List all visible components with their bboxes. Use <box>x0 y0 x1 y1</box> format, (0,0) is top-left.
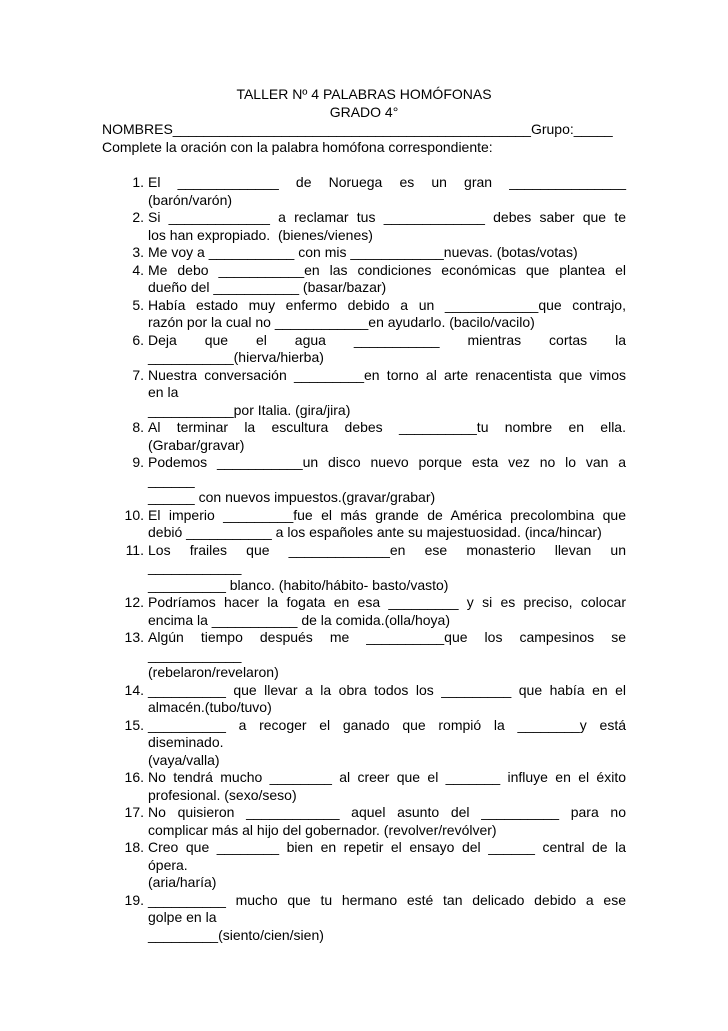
exercise-line: ____________ <box>148 646 242 663</box>
exercise-number: 3. <box>132 244 144 260</box>
exercise-number: 8. <box>132 419 144 435</box>
exercise-line: Podríamos hacer la fogata en esa _________ y si es preciso, colocar <box>148 594 626 610</box>
exercise-number: 1. <box>132 174 144 190</box>
exercise-line: ______ con nuevos impuestos.(gravar/grabar) <box>148 489 436 505</box>
exercise-item <box>102 419 626 454</box>
exercise-number: 18. <box>124 839 144 855</box>
exercise-line: El _____________ de Noruega es un gran _______________ <box>148 174 626 190</box>
exercise-item <box>102 507 626 542</box>
worksheet-title <box>0 86 728 121</box>
exercise-line: Creo que ________ bien en repetir el ensayo del ______ central de la <box>148 839 626 855</box>
exercise-line: __________ mucho que tu hermano esté tan delicado debido a ese <box>148 891 626 908</box>
exercise-line: No tendrá mucho ________ al creer que el _______ influye en el éxito <box>148 769 626 785</box>
exercise-line: ___________(hierva/hierba) <box>148 349 324 365</box>
exercise-item <box>102 717 626 770</box>
exercise-line: dueño del ___________ (basar/bazar) <box>148 279 387 295</box>
exercise-line: ___________por Italia. (gira/jira) <box>148 401 351 418</box>
exercise-line: El imperio _________fue el más grande de América precolombina que <box>148 506 626 523</box>
exercise-number: 13. <box>124 629 144 645</box>
exercise-number: 9. <box>132 454 144 470</box>
exercise-line: en la <box>148 384 179 400</box>
exercise-item <box>102 262 626 297</box>
exercise-line: __________ que llevar a la obra todos los _________ que había en el <box>148 681 626 698</box>
exercise-number: 12. <box>124 594 144 610</box>
exercise-line: complicar más al hijo del gobernador. (revolver/revólver) <box>148 821 497 838</box>
exercise-item <box>102 892 626 945</box>
exercise-item <box>102 594 626 629</box>
exercise-line: golpe en la <box>148 909 217 925</box>
exercise-line: Deja que el agua ___________ mientras cortas la <box>148 331 626 348</box>
exercise-line: Me voy a ___________ con mis ____________nuevas. (botas/votas) <box>148 244 578 260</box>
nombres-grupo-line: NOMBRES______________________________________________Grupo:_____ <box>102 121 613 137</box>
exercise-line: ______ <box>148 471 195 488</box>
exercise-line: Podemos ___________un disco nuevo porque esta vez no lo van a <box>148 454 626 470</box>
exercise-line: los han expropiado. (bienes/vienes) <box>148 226 373 243</box>
exercise-number: 7. <box>132 366 144 383</box>
exercise-list <box>102 174 626 944</box>
exercise-line: Algún tiempo después me __________que los campesinos se <box>148 629 626 645</box>
exercise-number: 5. <box>132 296 144 313</box>
exercise-item <box>102 297 626 332</box>
instruction-text: Complete la oración con la palabra homófona correspondiente: <box>102 139 493 155</box>
exercise-line: __________ blanco. (habito/hábito- basto/vasto) <box>148 576 449 593</box>
exercise-number: 17. <box>124 804 144 820</box>
exercise-line: Nuestra conversación _________en torno al arte renacentista que vimos <box>148 366 626 383</box>
title-line-1: TALLER Nº 4 PALABRAS HOMÓFONAS <box>236 86 492 102</box>
exercise-item <box>102 332 626 367</box>
exercise-line: (rebelaron/revelaron) <box>148 664 279 680</box>
exercise-number: 19. <box>124 891 144 908</box>
exercise-line: No quisieron ____________ aquel asunto del __________ para no <box>148 804 626 820</box>
exercise-item <box>102 174 626 209</box>
exercise-line: diseminado. <box>148 734 224 750</box>
exercise-line: profesional. (sexo/seso) <box>148 786 297 803</box>
exercise-line: __________ a recoger el ganado que rompió la ________y está <box>148 716 626 733</box>
exercise-number: 14. <box>124 681 144 698</box>
exercise-item <box>102 244 626 262</box>
exercise-number: 2. <box>132 209 144 225</box>
exercise-number: 4. <box>132 261 144 278</box>
exercise-line: Los frailes que _____________en ese monasterio llevan un <box>148 541 626 558</box>
exercise-item <box>102 367 626 420</box>
exercise-line: ____________ <box>148 559 242 575</box>
exercise-number: 10. <box>124 506 144 523</box>
title-line-2: GRADO 4° <box>329 103 399 120</box>
exercise-line: Al terminar la escultura debes __________tu nombre en ella. <box>148 419 626 435</box>
exercise-number: 6. <box>132 331 144 348</box>
exercise-item <box>102 682 626 717</box>
exercise-line: razón por la cual no ____________en ayudarlo. (bacilo/vacilo) <box>148 314 535 330</box>
exercise-line: debió ___________ a los españoles ante su majestuosidad. (inca/hincar) <box>148 524 602 540</box>
exercise-line: (Grabar/gravar) <box>148 436 245 453</box>
exercise-line: encima la ___________ de la comida.(olla/hoya) <box>148 611 450 628</box>
exercise-item <box>102 209 626 244</box>
exercise-item <box>102 454 626 507</box>
exercise-item <box>102 629 626 682</box>
exercise-number: 16. <box>124 769 144 785</box>
exercise-line: (aria/haría) <box>148 874 217 890</box>
exercise-line: Si _____________ a reclamar tus _____________ debes saber que te <box>148 209 626 225</box>
exercise-item <box>102 542 626 595</box>
exercise-line: (barón/varón) <box>148 191 233 208</box>
exercise-line: (vaya/valla) <box>148 751 220 768</box>
exercise-line: ópera. <box>148 856 188 873</box>
exercise-line: _________(siento/cien/sien) <box>148 926 324 943</box>
exercise-item <box>102 804 626 839</box>
exercise-line: Había estado muy enfermo debido a un ____________que contrajo, <box>148 296 626 313</box>
exercise-line: Me debo ___________en las condiciones económicas que plantea el <box>148 261 626 278</box>
exercise-number: 15. <box>124 716 144 733</box>
exercise-item <box>102 769 626 804</box>
exercise-number: 11. <box>125 541 144 558</box>
exercise-line: almacén.(tubo/tuvo) <box>148 699 272 715</box>
exercise-item <box>102 839 626 892</box>
